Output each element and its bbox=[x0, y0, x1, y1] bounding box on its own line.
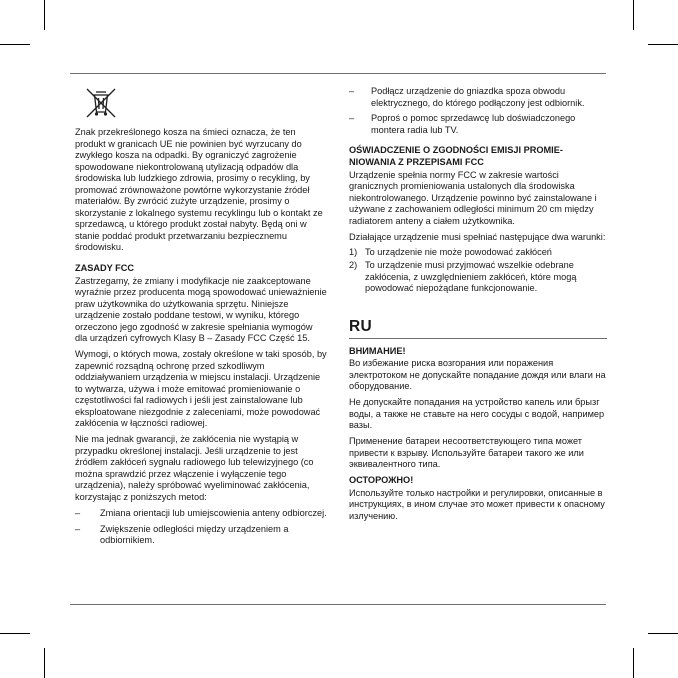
list-dash: – bbox=[349, 86, 355, 96]
list-item-text: Podłącz urządzenie do gniazdka spoza obwodu elektrycznego, do którego podłączony jest odbiornik. bbox=[371, 86, 585, 108]
emission-paragraph-2: Działające urządzenie musi spełniać następujące dwa warunki: bbox=[349, 231, 606, 242]
condition-number: 2) bbox=[349, 260, 358, 270]
condition-item bbox=[349, 247, 607, 259]
list-dash: – bbox=[75, 523, 81, 534]
crop-mark bbox=[633, 648, 634, 678]
warning-heading: ВНИМАНИЕ! bbox=[349, 345, 406, 356]
weee-paragraph: Znak przekreślonego kosza na śmieci oznacza, że ten produkt w granicach UE nie powinien być wyrzucany do zwykłego kosza na odpadki. By ograniczyć zagrożenie spowodowane niekontrolowaną utylizacją odpadów dla środowiska lub ludzkiego zdrowia, prosimy o recykling, by promować zrównoważone powtórne wykorzystanie źródeł materiałów. By zwrócić zużyte urządzenie, prosimy o skorzystanie z lokalnego systemu recyklingu lub o kontakt ze sprzedawcą, u którego produkt został nabyty. Będą oni w stanie poddać produkt przetwarzaniu bezpiecznemu środowisku. bbox=[75, 127, 323, 253]
warning-paragraph-3: Применение батареи несоответствующего типа может привести к взрыву. Используйте батареи такого же или эквивалентного типа. bbox=[349, 436, 584, 470]
fcc-heading: ZASADY FCC bbox=[75, 263, 135, 274]
condition-text: To urządzenie nie może powodować zakłóceń bbox=[365, 247, 552, 258]
crop-mark bbox=[648, 633, 678, 634]
left-column bbox=[75, 86, 327, 551]
bottom-rule bbox=[70, 604, 606, 605]
language-rule bbox=[349, 338, 607, 339]
fcc-paragraph-1: Zastrzegamy, że zmiany i modyfikacje nie zaakceptowane wyraźnie przez producenta mogą spowodować unieważnienie praw użytkownika do użytkowania sprzętu. Niniejsze urządzenie zostało poddane testowi, w wyniku, którego orzeczono jego zgodność w zakresie spełniania wymogów dla urządzeń cyfrowych Klasy B – Zasady FCC Część 15. bbox=[75, 275, 327, 344]
caution-paragraph: Используйте только настройки и регулировки, описанные в инструкциях, в ином случае это может привести к опасному излучению. bbox=[349, 487, 605, 521]
list-item-text: Zwiększenie odległości między urządzeniem a odbiornikiem. bbox=[100, 523, 289, 546]
list-item bbox=[75, 508, 327, 520]
list-item bbox=[75, 524, 327, 547]
fcc-paragraph-3: Nie ma jednak gwarancji, że zakłócenia nie wystąpią w przypadku określonej instalacji. Jeśli urządzenie to jest źródłem zakłóceń sygnału radiowego lub telewizyjnego (co można sprawdzić przez włączenie i wyłączenie tego urządzenia), należy spróbować wyeliminować zakłócenia, korzystając z poniższych metod: bbox=[75, 434, 314, 502]
list-item-text: Poproś o pomoc sprzedawcę lub doświadczonego montera radia lub TV. bbox=[371, 113, 576, 135]
fcc-paragraph-2: Wymogi, o których mowa, zostały określone w taki sposób, by zapewnić rozsądną ochronę przed szkodliwym oddziaływaniem urządzenia w miejscu instalacji. Urządzenie to wytwarza, używa i może emitować promieniowanie o częstotliwości fal radiowych i jeśli jest zainstalowane lub eksploatowane niezgodnie z zaleceniami, może powodować zakłócenia w łączności radiowej. bbox=[75, 349, 327, 429]
list-item-text: Zmiana orientacji lub umiejscowienia anteny odbiorczej. bbox=[100, 507, 327, 518]
warning-paragraph-2: Не допускайте попадания на устройство капель или брызг воды, а также не ставьте на него сосуды с водой, например вазы. bbox=[349, 397, 605, 431]
emission-heading: OŚWIADCZENIE O ZGODNOŚCI EMISJI PROMIE-NIOWANIA Z PRZEPISAMI FCC bbox=[349, 145, 563, 168]
list-dash: – bbox=[75, 507, 81, 518]
condition-text: To urządzenie musi przyjmować wszelkie odebrane zakłócenia, z uwzględnieniem zakłóceń, które mogą powodować niepożądane funkcjonowanie. bbox=[365, 260, 577, 294]
crop-mark bbox=[0, 633, 30, 634]
top-rule bbox=[70, 73, 606, 74]
emission-paragraph-1: Urządzenie spełnia normy FCC w zakresie wartości granicznych promieniowania ustalonych dla środowiska niekontrolowanego. Urządzenie powinno być zainstalowane i używane z zachowaniem odległości minimum 20 cm między radiatorem anteny a ciałem użytkownika. bbox=[349, 169, 597, 226]
crop-mark bbox=[0, 44, 30, 45]
crop-mark bbox=[633, 0, 634, 30]
language-heading: RU bbox=[349, 317, 372, 335]
list-dash: – bbox=[349, 113, 355, 124]
list-item bbox=[349, 86, 607, 109]
warning-paragraph-1: Во избежание риска возгорания или поражения электротоком не допускайте попадание дождя или влаги на оборудование. bbox=[349, 358, 606, 392]
list-item bbox=[349, 113, 607, 136]
condition-item bbox=[349, 260, 607, 295]
crop-mark bbox=[44, 648, 45, 678]
crossed-out-bin-icon bbox=[83, 84, 119, 120]
crop-mark bbox=[648, 44, 678, 45]
right-column bbox=[349, 86, 607, 526]
condition-number: 1) bbox=[349, 247, 358, 258]
caution-heading: ОСТОРОЖНО! bbox=[349, 475, 414, 485]
crop-mark bbox=[44, 0, 45, 30]
